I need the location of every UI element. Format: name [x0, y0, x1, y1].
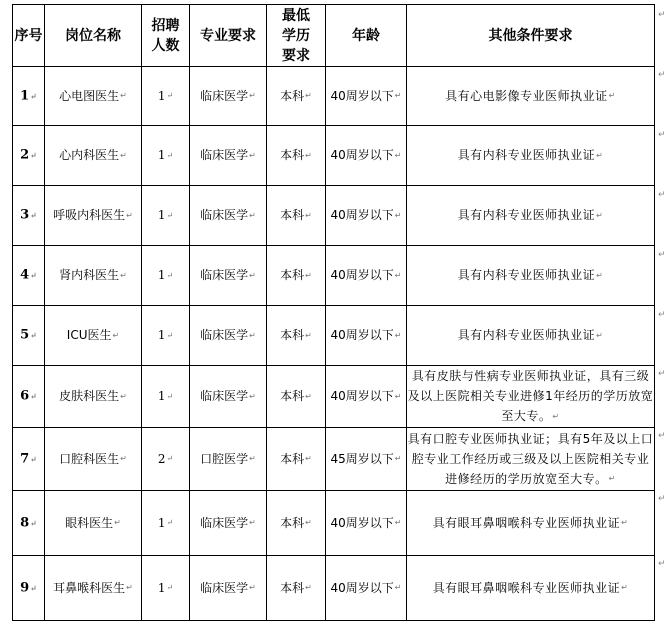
- row-end-mark: ↵: [658, 70, 666, 80]
- cell-major: 临床医学↵: [190, 491, 267, 556]
- table-header-row: [13, 5, 655, 67]
- cell-position: 心内科医生↵: [45, 126, 142, 186]
- cell-position: 肾内科医生↵: [45, 246, 142, 306]
- cell-age: 40周岁以下↵: [326, 126, 407, 186]
- cell-index: 2↵: [13, 126, 45, 186]
- cell-major: 临床医学↵: [190, 246, 267, 306]
- header-position: 岗位名称: [45, 5, 142, 67]
- cell-age: 40周岁以下↵: [326, 246, 407, 306]
- cell-index: 5↵: [13, 306, 45, 366]
- cell-index: 4↵: [13, 246, 45, 306]
- cell-age: 40周岁以下↵: [326, 366, 407, 428]
- row-end-mark: ↵: [658, 190, 666, 200]
- cell-count: 1↵: [142, 186, 190, 246]
- cell-count: 2↵: [142, 428, 190, 491]
- cell-position: ICU医生↵: [45, 306, 142, 366]
- cell-index: 8↵: [13, 491, 45, 556]
- cell-other: 具有眼耳鼻咽喉科专业医师执业证↵: [407, 491, 655, 556]
- cell-count: 1↵: [142, 67, 190, 126]
- cell-count: 1↵: [142, 491, 190, 556]
- cell-age: 40周岁以下↵: [326, 67, 407, 126]
- header-count: 招聘人数: [142, 5, 190, 67]
- cell-education: 本科↵: [267, 428, 326, 491]
- cell-education: 本科↵: [267, 306, 326, 366]
- row-end-mark: ↵: [658, 431, 666, 441]
- row-end-mark: ↵: [658, 130, 666, 140]
- header-age: 年龄: [326, 5, 407, 67]
- cell-major: 临床医学↵: [190, 366, 267, 428]
- cell-position: 耳鼻喉科医生↵: [45, 556, 142, 621]
- cell-education: 本科↵: [267, 366, 326, 428]
- cell-major: 临床医学↵: [190, 126, 267, 186]
- cell-other: 具有内科专业医师执业证↵: [407, 126, 655, 186]
- row-end-mark: ↵: [658, 250, 666, 260]
- cell-education: 本科↵: [267, 246, 326, 306]
- cell-age: 40周岁以下↵: [326, 186, 407, 246]
- cell-other: 具有内科专业医师执业证↵: [407, 306, 655, 366]
- cell-other: 具有眼耳鼻咽喉科专业医师执业证↵: [407, 556, 655, 621]
- cell-education: 本科↵: [267, 556, 326, 621]
- table-row: [13, 428, 655, 491]
- table-row: [13, 126, 655, 186]
- cell-index: 7↵: [13, 428, 45, 491]
- table-row: [13, 306, 655, 366]
- cell-count: 1↵: [142, 246, 190, 306]
- cell-major: 临床医学↵: [190, 186, 267, 246]
- cell-other: 具有皮肤与性病专业医师执业证，具有三级及以上医院相关专业进修1年经历的学历放宽至大专。↵: [407, 366, 655, 428]
- cell-position: 皮肤科医生↵: [45, 366, 142, 428]
- table-row: [13, 67, 655, 126]
- cell-index: 6↵: [13, 366, 45, 428]
- cell-age: 40周岁以下↵: [326, 491, 407, 556]
- table-row: [13, 491, 655, 556]
- cell-education: 本科↵: [267, 186, 326, 246]
- cell-position: 口腔科医生↵: [45, 428, 142, 491]
- cell-other: 具有内科专业医师执业证↵: [407, 186, 655, 246]
- cell-index: 3↵: [13, 186, 45, 246]
- row-end-mark: ↵: [658, 494, 666, 504]
- cell-count: 1↵: [142, 126, 190, 186]
- cell-major: 临床医学↵: [190, 306, 267, 366]
- cell-education: 本科↵: [267, 126, 326, 186]
- cell-age: 40周岁以下↵: [326, 306, 407, 366]
- cell-count: 1↵: [142, 556, 190, 621]
- row-end-mark: ↵: [658, 310, 666, 320]
- header-other: 其他条件要求: [407, 5, 655, 67]
- cell-major: 临床医学↵: [190, 556, 267, 621]
- cell-index: 1↵: [13, 67, 45, 126]
- cell-index: 9↵: [13, 556, 45, 621]
- cell-other: 具有内科专业医师执业证↵: [407, 246, 655, 306]
- cell-other: 具有口腔专业医师执业证；具有5年及以上口腔专业工作经历或三级及以上医院相关专业进修经历的学历放宽至大专。↵: [407, 428, 655, 491]
- cell-count: 1↵: [142, 366, 190, 428]
- cell-position: 眼科医生↵: [45, 491, 142, 556]
- cell-position: 呼吸内科医生↵: [45, 186, 142, 246]
- cell-other: 具有心电影像专业医师执业证↵: [407, 67, 655, 126]
- cell-major: 口腔医学↵: [190, 428, 267, 491]
- cell-age: 40周岁以下↵: [326, 556, 407, 621]
- cell-education: 本科↵: [267, 491, 326, 556]
- header-index: 序号: [13, 5, 45, 67]
- row-end-mark: ↵: [658, 10, 666, 20]
- row-end-mark: ↵: [658, 559, 666, 569]
- header-education: 最低学历要求: [267, 5, 326, 67]
- header-major: 专业要求: [190, 5, 267, 67]
- cell-education: 本科↵: [267, 67, 326, 126]
- table-row: [13, 366, 655, 428]
- table-row: [13, 186, 655, 246]
- table-row: [13, 556, 655, 621]
- cell-major: 临床医学↵: [190, 67, 267, 126]
- cell-count: 1↵: [142, 306, 190, 366]
- recruitment-table: [12, 4, 655, 621]
- row-end-mark: ↵: [658, 369, 666, 379]
- cell-age: 45周岁以下↵: [326, 428, 407, 491]
- cell-position: 心电图医生↵: [45, 67, 142, 126]
- table-row: [13, 246, 655, 306]
